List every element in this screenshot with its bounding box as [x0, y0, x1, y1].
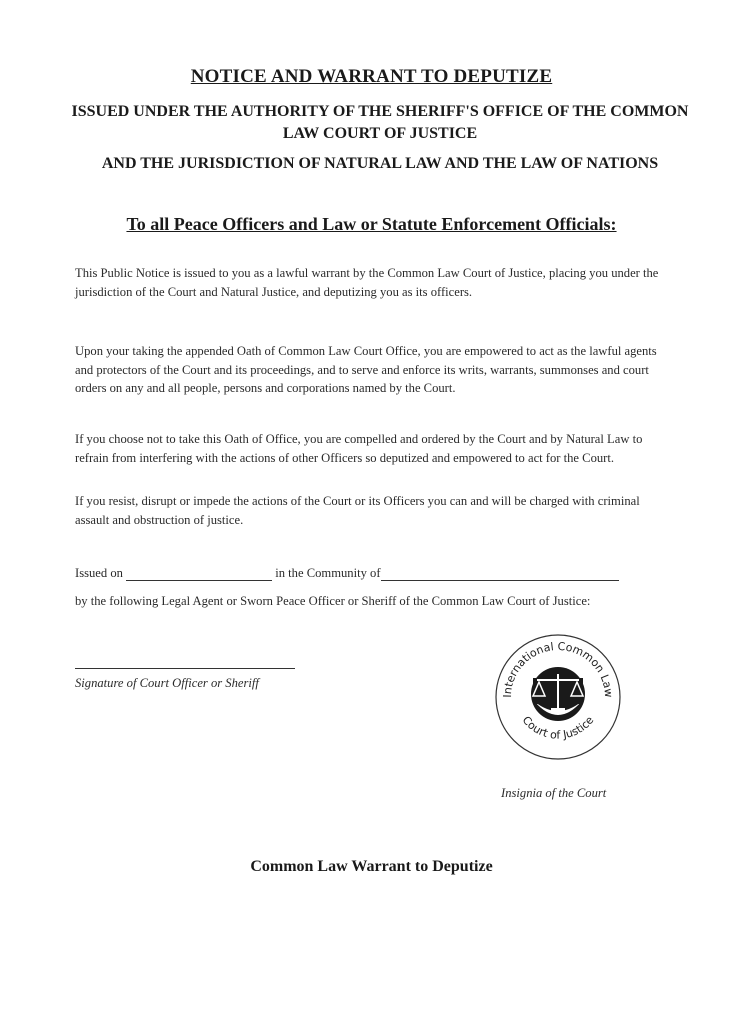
scales-of-justice-icon [531, 667, 585, 721]
seal-top-text: International Common Law [500, 639, 616, 698]
signature-label: Signature of Court Officer or Sheriff [75, 676, 259, 690]
signature-line[interactable] [75, 668, 295, 669]
issuing-agent-text: by the following Legal Agent or Sworn Peace Officer or Sheriff of the Common Law Court of Justice: [75, 594, 591, 608]
issued-on-blank[interactable] [126, 566, 272, 581]
footer-title: Common Law Warrant to Deputize [250, 858, 493, 875]
paragraph-notice: This Public Notice is issued to you as a lawful warrant by the Common Law Court of Justice, placing you under the jurisdiction of the Court and Natural Justice, and deputizing you as its officers. [75, 266, 659, 299]
insignia-label: Insignia of the Court [501, 786, 607, 800]
paragraph-refrain: If you choose not to take this Oath of Office, you are compelled and ordered by the Court and by Natural Law to refrain from interfering with the actions of other Officers so deputized and empowered to act for the Court. [75, 432, 643, 465]
issued-on-label: Issued on [75, 566, 123, 580]
community-label: in the Community of [275, 566, 381, 580]
authority-heading: ISSUED UNDER THE AUTHORITY OF THE SHERIFF'S OFFICE OF THE COMMON LAW COURT OF JUSTICE [71, 103, 689, 142]
community-blank[interactable] [381, 566, 619, 581]
issued-line [75, 566, 695, 581]
jurisdiction-heading: AND THE JURISDICTION OF NATURAL LAW AND THE LAW OF NATIONS [101, 155, 659, 172]
seal-bottom-text: Court of Justice [519, 713, 597, 742]
document-title: NOTICE AND WARRANT TO DEPUTIZE [190, 66, 553, 87]
court-seal [493, 632, 623, 762]
paragraph-oath: Upon your taking the appended Oath of Common Law Court Office, you are empowered to act as the lawful agents and protectors of the Court and its proceedings, and to serve and enforce its writs, warrants, summonses and court orders on any and all people, persons and corporations named by the Court. [75, 344, 657, 395]
addressee-heading: To all Peace Officers and Law or Statute Enforcement Officials: [126, 214, 617, 234]
paragraph-obstruction: If you resist, disrupt or impede the actions of the Court or its Officers you can and will be charged with criminal assault and obstruction of justice. [75, 494, 640, 527]
